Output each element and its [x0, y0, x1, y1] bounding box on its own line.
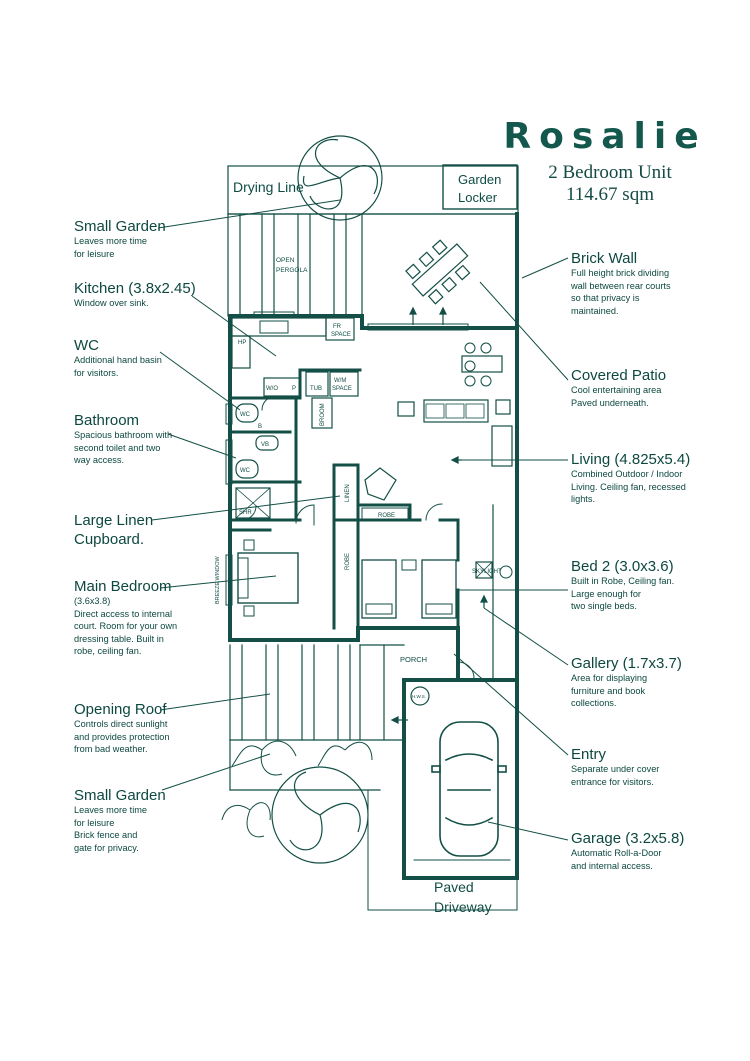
annotation-desc: Leaves more time for leisure Brick fence and gate for privacy. — [74, 805, 148, 853]
annotation-heading: Opening Roof — [74, 701, 167, 718]
annotation-heading: Entry — [571, 746, 607, 763]
annotation-desc: Area for displaying furniture and book collections. — [571, 673, 648, 708]
garden-locker-label: Locker — [458, 190, 498, 205]
opening-roof — [230, 645, 404, 790]
annotation-bathroom — [74, 412, 172, 467]
open-pergola-label: OPEN — [276, 257, 295, 264]
annotation-living — [571, 451, 690, 506]
open-pergola-label: PERGOLA — [276, 267, 308, 274]
annotation-heading: Small Garden — [74, 787, 166, 804]
annotation-desc: Leaves more time for leisure — [74, 236, 148, 259]
annotation-heading: WC — [74, 337, 99, 354]
annotation-wc — [74, 337, 162, 379]
garden-locker-label: Garden — [458, 172, 502, 187]
annotation-heading: Main Bedroom — [74, 578, 172, 595]
annotation-entry — [571, 746, 659, 788]
dining-table — [462, 356, 502, 372]
unit-type: 2 Bedroom Unit — [548, 162, 672, 183]
main-bed — [238, 553, 298, 603]
tree-top — [298, 136, 382, 220]
patio-table — [403, 234, 477, 307]
wm-space-label: W/M — [334, 378, 347, 384]
annotation-heading: Covered Patio — [571, 367, 667, 384]
wm-space-label: SPACE — [332, 386, 352, 392]
paved-driveway-label: Driveway — [434, 899, 492, 915]
annotation-heading: Garage (3.2x5.8) — [571, 830, 685, 847]
plan-subtitle — [520, 162, 700, 206]
shower-label: SHR — [239, 510, 252, 516]
annotation-heading: Bed 2 (3.0x3.6) — [571, 558, 674, 575]
annotation-desc: Cool entertaining area Paved underneath. — [571, 385, 662, 408]
annotation-desc: Automatic Roll-a-Door and internal access. — [571, 848, 662, 871]
annotation-heading: Gallery (1.7x3.7) — [571, 655, 682, 672]
annotation-bed2 — [571, 558, 674, 613]
car — [432, 722, 506, 856]
annotation-heading: Small Garden — [74, 218, 166, 235]
annotation-opening-roof — [74, 701, 170, 756]
skylight-label: SKYLIGHT — [472, 569, 502, 575]
single-bed — [362, 560, 396, 618]
broom-label: BROOM — [320, 403, 326, 426]
annotation-gallery — [571, 655, 682, 710]
bath-label: B — [258, 424, 263, 430]
hws-label: H.W.S. — [412, 694, 427, 699]
annotation-kitchen — [74, 280, 196, 310]
annotation-main-bedroom — [74, 578, 177, 658]
annotation-linen — [74, 511, 153, 549]
robe-bed2-label: ROBE — [378, 513, 396, 519]
tub-label: TUB — [310, 386, 322, 392]
annotation-brick-wall — [571, 250, 671, 317]
annotation-desc: Controls direct sunlight and provides protection from bad weather. — [74, 719, 170, 754]
vanity-label: VB — [261, 442, 270, 448]
annotation-heading: Bathroom — [74, 412, 140, 429]
single-bed — [422, 560, 456, 618]
annotation-desc: Built in Robe, Ceiling fan. Large enough for two single beds. — [571, 576, 675, 611]
annotation-desc: Full height brick dividing wall between rear courts so that privacy is maintained. — [571, 268, 671, 316]
annotation-small-garden-top — [74, 218, 166, 260]
paved-driveway-label: Paved — [434, 879, 474, 895]
annotation-desc: Combined Outdoor / Indoor Living. Ceiling fan, recessed lights. — [571, 469, 686, 504]
annotation-desc: Separate under cover entrance for visitors. — [571, 764, 660, 787]
annotation-desc: (3.6x3.8) Direct access to internal court. Room for your own dressing table. Built in robe, ceiling fan. — [74, 596, 178, 656]
annotation-covered-patio — [571, 367, 666, 409]
linen-label: LINEN — [345, 484, 351, 502]
breeze-window-label: BREEZE WINDOW — [215, 556, 221, 604]
drying-line-label: Drying Line — [233, 179, 304, 195]
pantry-label: P — [292, 386, 297, 392]
annotation-desc: Additional hand basin for visitors. — [74, 355, 162, 378]
annotation-garage — [571, 830, 684, 872]
plan-title: Rosalie — [503, 116, 707, 157]
hp-label: HP — [238, 340, 247, 346]
unit-area: 114.67 sqm — [566, 184, 654, 205]
annotation-heading: Brick Wall — [571, 250, 638, 267]
annotation-desc: Spacious bathroom with second toilet and two way access. — [74, 430, 173, 465]
sofa — [424, 400, 488, 422]
annotation-desc: Window over sink. — [74, 298, 149, 308]
annotation-heading: Living (4.825x5.4) — [571, 451, 691, 468]
open-pergola — [228, 214, 518, 316]
robe-main-label: ROBE — [345, 552, 351, 570]
wc-label: WC — [240, 468, 250, 474]
wc-label: WC — [240, 412, 250, 418]
annotation-small-garden-bottom — [74, 787, 166, 854]
annotation-heading: Kitchen (3.8x2.45) — [74, 280, 196, 297]
porch-label: PORCH — [400, 655, 428, 664]
fr-space-label: SPACE — [331, 332, 351, 338]
tree-bottom — [222, 741, 372, 863]
fr-space-label: FR — [333, 324, 341, 330]
wo-label: W/O — [266, 386, 278, 392]
annotation-heading: Large Linen Cupboard. — [74, 512, 154, 548]
